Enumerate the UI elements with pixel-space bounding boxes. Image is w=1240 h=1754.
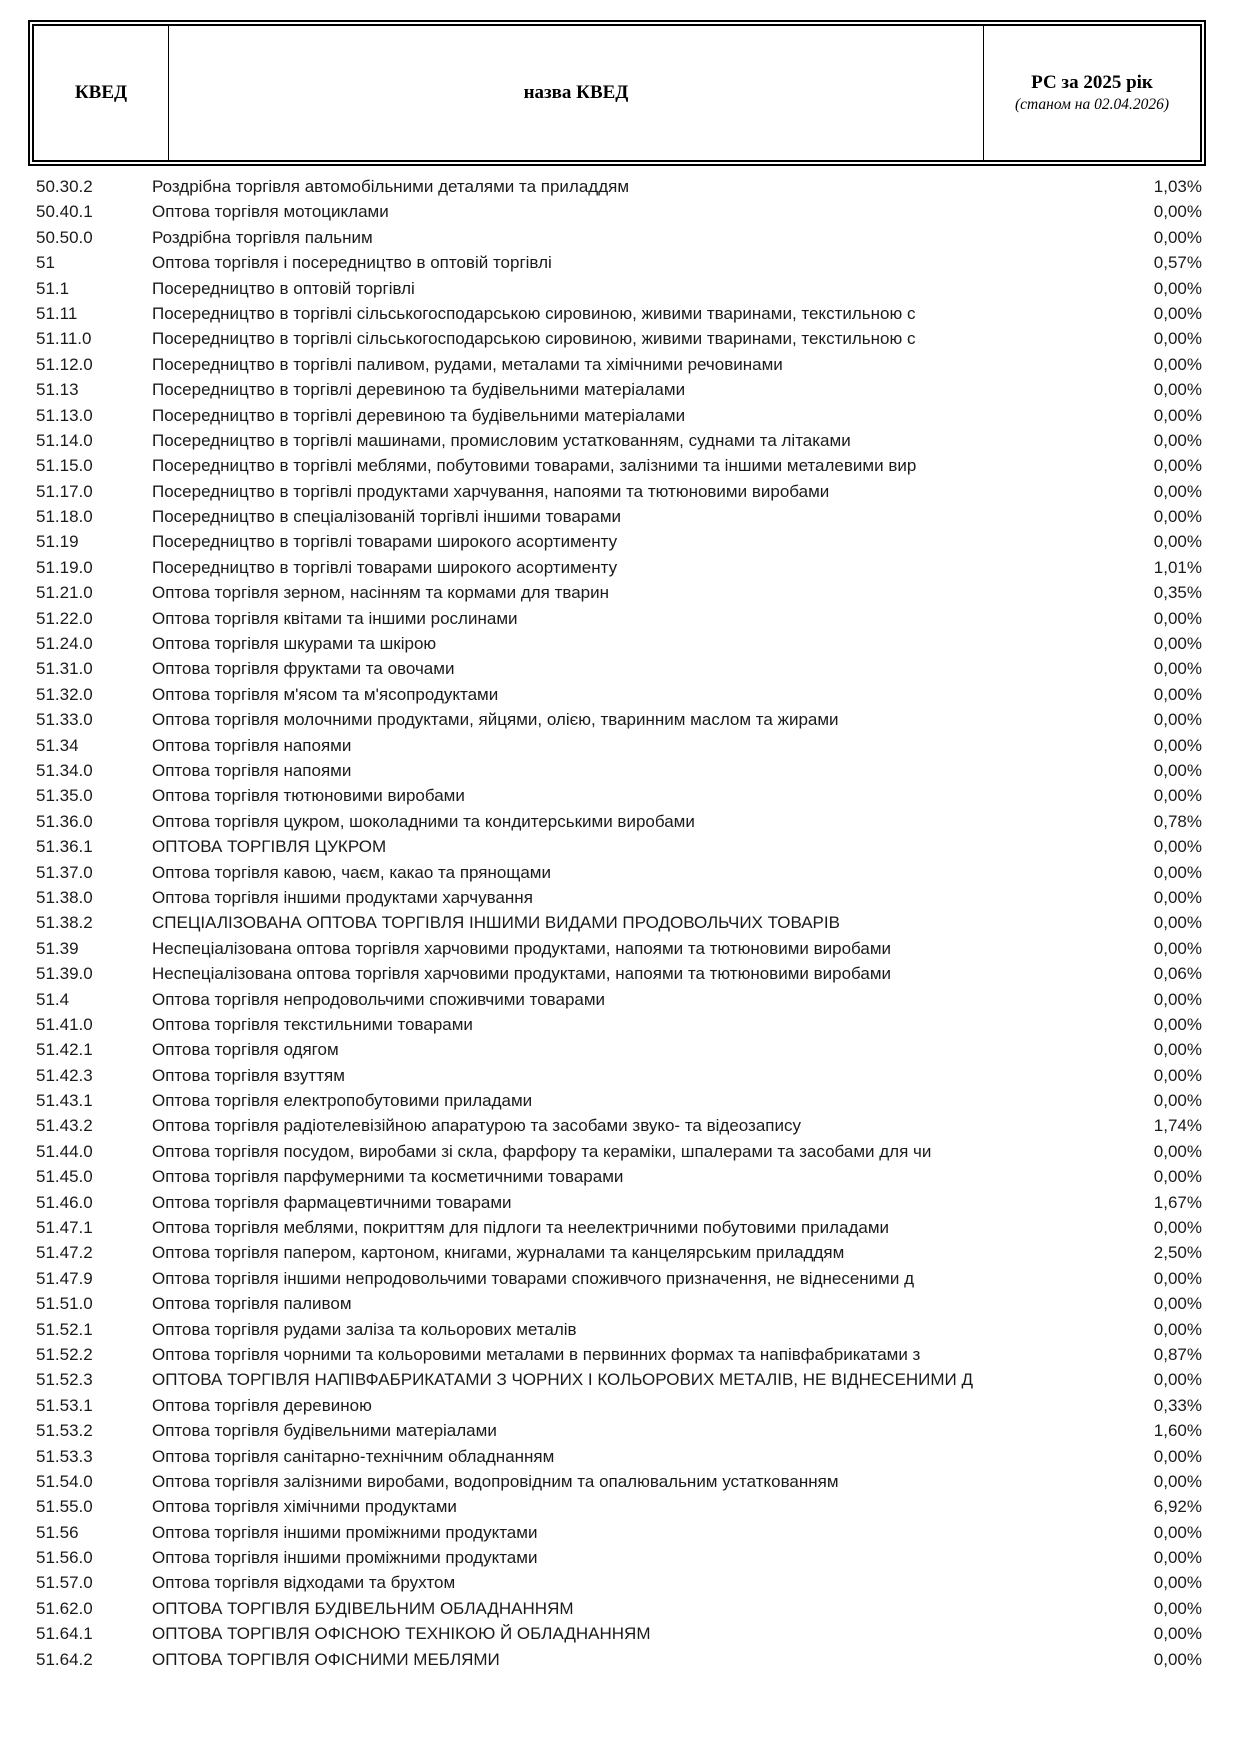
row-name: Оптова торгівля іншими проміжними продуктами <box>152 1548 538 1568</box>
row-value: 0,00% <box>1153 1446 1202 1466</box>
row-code: 51.64.1 <box>36 1624 93 1644</box>
row-value: 0,00% <box>1153 710 1202 730</box>
table-row <box>28 936 1210 961</box>
table-row <box>28 1393 1210 1418</box>
row-value: 0,00% <box>1153 532 1202 552</box>
row-code: 51.56 <box>36 1522 79 1542</box>
row-value: 0,00% <box>1153 1141 1202 1161</box>
row-value: 0,00% <box>1153 380 1202 400</box>
row-value: 0,00% <box>1153 887 1202 907</box>
row-code: 51.51.0 <box>36 1294 93 1314</box>
row-code: 51.32.0 <box>36 684 93 704</box>
row-value: 0,87% <box>1153 1344 1202 1364</box>
table-row <box>28 1647 1210 1672</box>
row-code: 51.39.0 <box>36 964 93 984</box>
row-name: Посередництво в торгівлі товарами широкого асортименту <box>152 532 618 552</box>
row-code: 51.43.2 <box>36 1116 93 1136</box>
row-value: 0,00% <box>1153 1294 1202 1314</box>
row-name: Оптова торгівля мотоциклами <box>152 202 389 222</box>
row-value: 0,00% <box>1153 1040 1202 1060</box>
row-value: 0,00% <box>1153 786 1202 806</box>
row-name: Оптова торгівля непродовольчими споживчими товарами <box>152 989 606 1009</box>
row-name: Оптова торгівля меблями, покриттям для підлоги та неелектричними побутовими приладами <box>152 1218 890 1238</box>
row-code: 51.15.0 <box>36 456 93 476</box>
table-row <box>28 656 1210 681</box>
row-name: Посередництво в торгівлі деревиною та будівельними матеріалами <box>152 380 686 400</box>
row-name: Оптова торгівля текстильними товарами <box>152 1014 473 1034</box>
row-value: 0,00% <box>1153 1649 1202 1669</box>
row-code: 51.47.9 <box>36 1268 93 1288</box>
row-name: Оптова торгівля напоями <box>152 735 352 755</box>
row-code: 51.54.0 <box>36 1471 93 1491</box>
row-code: 51.4 <box>36 989 70 1009</box>
table-row <box>28 1342 1210 1367</box>
row-code: 51.13.0 <box>36 405 93 425</box>
row-value: 1,01% <box>1153 557 1202 577</box>
row-value: 0,00% <box>1153 760 1202 780</box>
header-cell-value <box>984 26 1200 160</box>
row-value: 0,00% <box>1153 354 1202 374</box>
table-row <box>28 809 1210 834</box>
row-value: 0,78% <box>1153 811 1202 831</box>
table-row <box>28 1113 1210 1138</box>
table-row <box>28 987 1210 1012</box>
row-code: 51 <box>36 253 55 273</box>
table-row <box>28 529 1210 554</box>
header-label-kved: КВЕД <box>74 82 128 103</box>
row-name: Оптова торгівля електропобутовими приладами <box>152 1091 533 1111</box>
row-value: 0,35% <box>1153 583 1202 603</box>
row-code: 51.24.0 <box>36 634 93 654</box>
row-code: 51.19 <box>36 532 79 552</box>
row-code: 51.36.0 <box>36 811 93 831</box>
row-code: 51.41.0 <box>36 1014 93 1034</box>
header-label-value-title: РС за 2025 рік <box>1031 72 1153 93</box>
row-value: 0,00% <box>1153 456 1202 476</box>
table-row <box>28 1266 1210 1291</box>
row-code: 51.33.0 <box>36 710 93 730</box>
row-value: 0,00% <box>1153 1471 1202 1491</box>
row-name: Оптова торгівля санітарно-технічним обладнанням <box>152 1446 555 1466</box>
table-row <box>28 1545 1210 1570</box>
row-code: 51.57.0 <box>36 1573 93 1593</box>
row-code: 51.18.0 <box>36 507 93 527</box>
row-name: ОПТОВА ТОРГІВЛЯ НАПІВФАБРИКАТАМИ З ЧОРНИХ І КОЛЬОРОВИХ МЕТАЛІВ, НЕ ВІДНЕСЕНИМИ Д <box>152 1370 974 1390</box>
row-name: Оптова торгівля залізними виробами, водопровідним та опалювальним устаткованням <box>152 1471 839 1491</box>
row-name: Оптова торгівля фруктами та овочами <box>152 659 455 679</box>
table-row <box>28 1190 1210 1215</box>
header-label-value-subtitle: (станом на 02.04.2026) <box>1014 96 1170 113</box>
table-row <box>28 1088 1210 1113</box>
row-name: Оптова торгівля іншими непродовольчими товарами споживчого призначення, не віднесеними д <box>152 1268 914 1288</box>
row-code: 51.14.0 <box>36 430 93 450</box>
row-value: 0,00% <box>1153 227 1202 247</box>
table-row <box>28 1444 1210 1469</box>
row-value: 0,00% <box>1153 1370 1202 1390</box>
table-row <box>28 250 1210 275</box>
table-row <box>28 225 1210 250</box>
row-name: ОПТОВА ТОРГІВЛЯ ОФІСНОЮ ТЕХНІКОЮ Й ОБЛАДНАННЯМ <box>152 1624 651 1644</box>
row-value: 0,00% <box>1153 1268 1202 1288</box>
row-name: Оптова торгівля квітами та іншими рослинами <box>152 608 518 628</box>
row-name: Оптова торгівля тютюновими виробами <box>152 786 465 806</box>
row-name: Оптова торгівля іншими проміжними продуктами <box>152 1522 538 1542</box>
row-name: Оптова торгівля напоями <box>152 760 352 780</box>
row-code: 50.40.1 <box>36 202 93 222</box>
row-value: 0,00% <box>1153 1624 1202 1644</box>
row-name: Посередництво в торгівлі машинами, промисловим устаткованням, суднами та літаками <box>152 430 851 450</box>
row-value: 0,00% <box>1153 1167 1202 1187</box>
row-value: 1,74% <box>1153 1116 1202 1136</box>
table-row <box>28 860 1210 885</box>
table-row <box>28 1367 1210 1392</box>
row-code: 51.43.1 <box>36 1091 93 1111</box>
row-code: 51.46.0 <box>36 1192 93 1212</box>
row-name: ОПТОВА ТОРГІВЛЯ БУДІВЕЛЬНИМ ОБЛАДНАННЯМ <box>152 1598 574 1618</box>
table-row <box>28 453 1210 478</box>
row-code: 51.17.0 <box>36 481 93 501</box>
row-code: 50.50.0 <box>36 227 93 247</box>
table-row <box>28 1164 1210 1189</box>
table-row <box>28 1215 1210 1240</box>
header-cell-name <box>169 26 984 160</box>
row-value: 1,60% <box>1153 1421 1202 1441</box>
table-body <box>28 174 1210 1672</box>
table-row <box>28 783 1210 808</box>
row-name: Оптова торгівля посудом, виробами зі скла, фарфору та кераміки, шпалерами та засобами для чи <box>152 1141 932 1161</box>
row-value: 0,00% <box>1153 1548 1202 1568</box>
row-name: Неспеціалізована оптова торгівля харчовими продуктами, напоями та тютюновими виробами <box>152 964 892 984</box>
row-name: Оптова торгівля цукром, шоколадними та кондитерськими виробами <box>152 811 695 831</box>
row-code: 51.34.0 <box>36 760 93 780</box>
table-row <box>28 910 1210 935</box>
row-code: 50.30.2 <box>36 177 93 196</box>
table-row <box>28 1317 1210 1342</box>
row-value: 0,00% <box>1153 837 1202 857</box>
row-code: 51.37.0 <box>36 862 93 882</box>
table-row <box>28 1291 1210 1316</box>
row-code: 51.34 <box>36 735 79 755</box>
table-row <box>28 733 1210 758</box>
row-code: 51.62.0 <box>36 1598 93 1618</box>
row-code: 51.1 <box>36 278 70 298</box>
row-code: 51.13 <box>36 380 79 400</box>
row-name: Оптова торгівля радіотелевізійною апаратурою та засобами звуко- та відеозапису <box>152 1116 801 1136</box>
table-row <box>28 326 1210 351</box>
header-cell-kved <box>34 26 169 160</box>
row-code: 51.42.3 <box>36 1065 93 1085</box>
row-name: Оптова торгівля шкурами та шкірою <box>152 634 437 654</box>
table-row <box>28 682 1210 707</box>
row-name: Роздрібна торгівля автомобільними деталями та приладдям <box>152 177 630 196</box>
row-name: Роздрібна торгівля пальним <box>152 227 373 247</box>
table-row <box>28 403 1210 428</box>
row-name: Оптова торгівля зерном, насінням та кормами для тварин <box>152 583 610 603</box>
table-row <box>28 885 1210 910</box>
row-value: 1,67% <box>1153 1192 1202 1212</box>
row-code: 51.11.0 <box>36 329 92 349</box>
row-name: Оптова торгівля хімічними продуктами <box>152 1497 457 1517</box>
row-name: Посередництво в торгівлі меблями, побутовими товарами, залізними та іншими металевими вир <box>152 456 917 476</box>
row-code: 51.44.0 <box>36 1141 93 1161</box>
row-name: Оптова торгівля і посередництво в оптовій торгівлі <box>152 253 552 273</box>
row-name: Оптова торгівля паливом <box>152 1294 352 1314</box>
table-row <box>28 1494 1210 1519</box>
row-value: 0,33% <box>1153 1395 1202 1415</box>
row-name: Оптова торгівля папером, картоном, книгами, журналами та канцелярським приладдям <box>152 1243 845 1263</box>
row-code: 51.56.0 <box>36 1548 93 1568</box>
row-value: 6,92% <box>1153 1497 1202 1517</box>
row-value: 0,00% <box>1153 278 1202 298</box>
table-row <box>28 301 1210 326</box>
row-value: 1,03% <box>1153 177 1202 196</box>
row-code: 51.53.1 <box>36 1395 93 1415</box>
row-code: 51.42.1 <box>36 1040 93 1060</box>
row-name: Посередництво в торгівлі сільськогосподарською сировиною, живими тваринами, текстильною с <box>152 303 916 323</box>
row-name: Оптова торгівля молочними продуктами, яйцями, олією, тваринним маслом та жирами <box>152 710 839 730</box>
row-name: Оптова торгівля деревиною <box>152 1395 372 1415</box>
row-name: Посередництво в торгівлі продуктами харчування, напоями та тютюновими виробами <box>152 481 830 501</box>
table-row <box>28 834 1210 859</box>
row-name: Посередництво в торгівлі деревиною та будівельними матеріалами <box>152 405 686 425</box>
table-row <box>28 199 1210 224</box>
table-row <box>28 352 1210 377</box>
table-row <box>28 428 1210 453</box>
row-name: Посередництво в спеціалізованій торгівлі іншими товарами <box>152 507 622 527</box>
table-row <box>28 1418 1210 1443</box>
row-code: 51.31.0 <box>36 659 93 679</box>
row-code: 51.19.0 <box>36 557 93 577</box>
row-value: 0,00% <box>1153 481 1202 501</box>
row-code: 51.47.1 <box>36 1218 93 1238</box>
row-code: 51.52.2 <box>36 1344 93 1364</box>
row-value: 0,00% <box>1153 1522 1202 1542</box>
row-value: 0,00% <box>1153 938 1202 958</box>
row-name: Посередництво в торгівлі товарами широкого асортименту <box>152 557 618 577</box>
row-value: 0,00% <box>1153 405 1202 425</box>
row-value: 0,00% <box>1153 1091 1202 1111</box>
row-name: Оптова торгівля фармацевтичними товарами <box>152 1192 512 1212</box>
row-code: 51.38.2 <box>36 913 93 933</box>
row-name: Оптова торгівля іншими продуктами харчування <box>152 887 533 907</box>
table-header <box>28 20 1206 166</box>
row-value: 0,00% <box>1153 1065 1202 1085</box>
row-name: Посередництво в торгівлі сільськогосподарською сировиною, живими тваринами, текстильною с <box>152 329 916 349</box>
row-value: 0,00% <box>1153 862 1202 882</box>
row-code: 51.21.0 <box>36 583 93 603</box>
row-code: 51.45.0 <box>36 1167 93 1187</box>
row-name: Посередництво в оптовій торгівлі <box>152 278 415 298</box>
row-value: 0,00% <box>1153 1014 1202 1034</box>
row-code: 51.36.1 <box>36 837 93 857</box>
table-row <box>28 504 1210 529</box>
table-row <box>28 961 1210 986</box>
row-code: 51.47.2 <box>36 1243 93 1263</box>
row-name: Оптова торгівля будівельними матеріалами <box>152 1421 497 1441</box>
row-value: 0,00% <box>1153 1218 1202 1238</box>
row-value: 0,00% <box>1153 303 1202 323</box>
table-row <box>28 1139 1210 1164</box>
row-code: 51.64.2 <box>36 1649 93 1669</box>
row-code: 51.52.3 <box>36 1370 93 1390</box>
row-value: 0,00% <box>1153 608 1202 628</box>
row-value: 0,57% <box>1153 253 1202 273</box>
row-code: 51.22.0 <box>36 608 93 628</box>
row-value: 0,00% <box>1153 430 1202 450</box>
header-label-name: назва КВЕД <box>523 82 629 103</box>
row-value: 0,06% <box>1153 964 1202 984</box>
row-value: 0,00% <box>1153 1598 1202 1618</box>
row-value: 0,00% <box>1153 989 1202 1009</box>
row-value: 0,00% <box>1153 1319 1202 1339</box>
table-row <box>28 1520 1210 1545</box>
table-row <box>28 479 1210 504</box>
row-value: 0,00% <box>1153 202 1202 222</box>
row-value: 0,00% <box>1153 507 1202 527</box>
table-row <box>28 631 1210 656</box>
table-row <box>28 707 1210 732</box>
table-row <box>28 1621 1210 1646</box>
row-name: СПЕЦІАЛІЗОВАНА ОПТОВА ТОРГІВЛЯ ІНШИМИ ВИДАМИ ПРОДОВОЛЬЧИХ ТОВАРІВ <box>152 913 840 933</box>
row-name: Оптова торгівля рудами заліза та кольорових металів <box>152 1319 577 1339</box>
row-name: Неспеціалізована оптова торгівля харчовими продуктами, напоями та тютюновими виробами <box>152 938 892 958</box>
row-code: 51.39 <box>36 938 79 958</box>
row-name: ОПТОВА ТОРГІВЛЯ ОФІСНИМИ МЕБЛЯМИ <box>152 1649 500 1669</box>
row-code: 51.53.3 <box>36 1446 93 1466</box>
row-value: 0,00% <box>1153 684 1202 704</box>
table-row <box>28 580 1210 605</box>
row-value: 0,00% <box>1153 634 1202 654</box>
table-row <box>28 1469 1210 1494</box>
row-code: 51.55.0 <box>36 1497 93 1517</box>
row-code: 51.35.0 <box>36 786 93 806</box>
row-value: 0,00% <box>1153 329 1202 349</box>
table-row <box>28 1570 1210 1595</box>
row-code: 51.11 <box>36 303 78 323</box>
table-row <box>28 555 1210 580</box>
table-row <box>28 1596 1210 1621</box>
table-row <box>28 606 1210 631</box>
row-name: Оптова торгівля взуттям <box>152 1065 345 1085</box>
table-row <box>28 758 1210 783</box>
table-row <box>28 1037 1210 1062</box>
row-value: 0,00% <box>1153 1573 1202 1593</box>
row-name: Оптова торгівля одягом <box>152 1040 339 1060</box>
row-value: 0,00% <box>1153 659 1202 679</box>
table-row <box>28 1240 1210 1265</box>
row-code: 51.12.0 <box>36 354 93 374</box>
row-value: 0,00% <box>1153 735 1202 755</box>
row-name: Оптова торгівля відходами та брухтом <box>152 1573 456 1593</box>
row-name: Оптова торгівля м'ясом та м'ясопродуктами <box>152 684 499 704</box>
row-value: 2,50% <box>1153 1243 1202 1263</box>
row-value: 0,00% <box>1153 913 1202 933</box>
table-row <box>28 1012 1210 1037</box>
row-code: 51.53.2 <box>36 1421 93 1441</box>
row-name: Посередництво в торгівлі паливом, рудами, металами та хімічними речовинами <box>152 354 783 374</box>
row-name: ОПТОВА ТОРГІВЛЯ ЦУКРОМ <box>152 837 387 857</box>
row-name: Оптова торгівля парфумерними та косметичними товарами <box>152 1167 624 1187</box>
table-row <box>28 1063 1210 1088</box>
row-name: Оптова торгівля чорними та кольоровими металами в первинних формах та напівфабрикатами з <box>152 1344 921 1364</box>
table-row <box>28 377 1210 402</box>
row-name: Оптова торгівля кавою, чаєм, какао та прянощами <box>152 862 551 882</box>
row-code: 51.52.1 <box>36 1319 93 1339</box>
table-row <box>28 174 1210 199</box>
table-row <box>28 276 1210 301</box>
row-code: 51.38.0 <box>36 887 93 907</box>
